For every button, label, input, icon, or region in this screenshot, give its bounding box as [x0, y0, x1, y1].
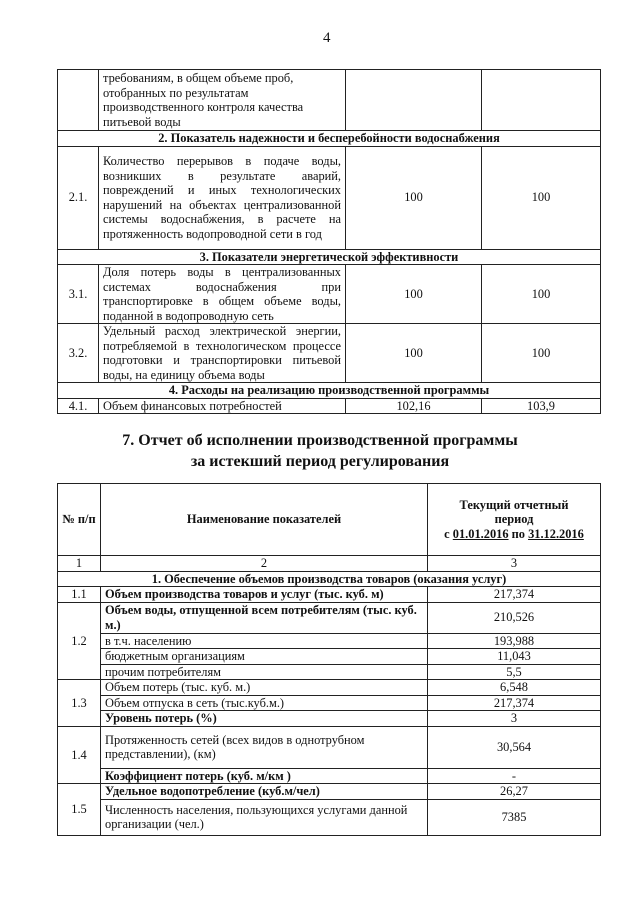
- section-header-row: [58, 131, 601, 147]
- table-row: [58, 602, 601, 633]
- header-row: [58, 484, 601, 556]
- section-3-title: 3. Показатели энергетической эффективности: [58, 249, 601, 265]
- section-7-subtitle: за истекший период регулирования: [190, 453, 450, 470]
- table-row: [58, 587, 601, 603]
- report-table: [57, 483, 601, 836]
- indicator-value: 7385: [428, 799, 601, 835]
- row-number: 1.4: [58, 726, 101, 784]
- col-header-period: [428, 484, 601, 556]
- indicator-value: 11,043: [428, 649, 601, 665]
- row-number: 1.2: [58, 602, 101, 680]
- period-range: с 01.01.2016 по 31.12.2016: [444, 526, 584, 541]
- table-row: [58, 768, 601, 784]
- section-4-title: 4. Расходы на реализацию производственной программы: [58, 383, 601, 399]
- period-line2: период: [494, 512, 534, 527]
- row-number: 3.2.: [58, 324, 99, 383]
- page-number: 4: [323, 30, 331, 46]
- indicator-name: Объем потерь (тыс. куб. м.): [101, 680, 428, 696]
- col-number: 1: [58, 556, 101, 572]
- indicator-name: прочим потребителям: [101, 664, 428, 680]
- indicator-value: 193,988: [428, 633, 601, 649]
- indicator-name: Объем воды, отпущенной всем потребителям (тыс. куб. м.): [101, 602, 428, 633]
- table-row: [58, 265, 601, 324]
- indicator-value: 100: [482, 265, 601, 324]
- table-row: [58, 664, 601, 680]
- continuation-text: требованиям, в общем объеме проб, отобранных по результатам производственного контроля качества питьевой воды: [99, 70, 346, 131]
- table-row: [58, 784, 601, 800]
- indicator-value: 100: [482, 146, 601, 249]
- table-row: [58, 799, 601, 835]
- period-from: 01.01.2016: [452, 526, 509, 541]
- indicator-name: Коэффициент потерь (куб. м/км ): [101, 768, 428, 784]
- indicator-value: 103,9: [482, 398, 601, 414]
- indicator-name: Протяженность сетей (всех видов в однотрубном представлении), (км): [101, 726, 428, 768]
- indicator-value: 5,5: [428, 664, 601, 680]
- indicator-name: Численность населения, пользующихся услугами данной организации (чел.): [101, 799, 428, 835]
- indicator-value: 100: [346, 265, 482, 324]
- indicator-name: Удельное водопотребление (куб.м/чел): [101, 784, 428, 800]
- table-row: [58, 70, 601, 131]
- row-number: 2.1.: [58, 146, 99, 249]
- row-number: 1.1: [58, 587, 101, 603]
- table-row: [58, 726, 601, 768]
- indicator-value: -: [428, 768, 601, 784]
- period-line1: Текущий отчетный: [459, 497, 569, 512]
- table-row: [58, 324, 601, 383]
- col-header-number: № п/п: [58, 484, 101, 556]
- col-number: 2: [101, 556, 428, 572]
- row-number: 3.1.: [58, 265, 99, 324]
- row-number: 1.3: [58, 680, 101, 727]
- col-number: 3: [428, 556, 601, 572]
- table-row: [58, 711, 601, 727]
- section-2-title: 2. Показатель надежности и бесперебойности водоснабжения: [58, 131, 601, 147]
- section-header-row: [58, 571, 601, 587]
- indicator-value: 100: [346, 146, 482, 249]
- section-header-row: [58, 383, 601, 399]
- indicator-name: Уровень потерь (%): [101, 711, 428, 727]
- indicator-value: 217,374: [428, 587, 601, 603]
- indicator-name: Доля потерь воды в централизованных системах водоснабжения при транспортировке в общем объеме воды, поданной в водопроводную сеть: [99, 265, 346, 324]
- section-1-title: 1. Обеспечение объемов производства товаров (оказания услуг): [58, 571, 601, 587]
- indicator-name: бюджетным организациям: [101, 649, 428, 665]
- indicator-value: 217,374: [428, 695, 601, 711]
- indicator-name: Удельный расход электрической энергии, потребляемой в технологическом процессе подготовки и транспортировки питьевой воды, на единицу объема воды: [99, 324, 346, 383]
- table-row: [58, 398, 601, 414]
- indicator-value: 30,564: [428, 726, 601, 768]
- indicators-table: [57, 69, 601, 414]
- indicator-value: 26,27: [428, 784, 601, 800]
- section-7-title: 7. Отчет об исполнении производственной программы: [122, 432, 518, 449]
- period-to: 31.12.2016: [528, 526, 584, 541]
- indicator-value: 3: [428, 711, 601, 727]
- indicator-value: 210,526: [428, 602, 601, 633]
- table-row: [58, 649, 601, 665]
- indicator-value: 6,548: [428, 680, 601, 696]
- table-row: [58, 146, 601, 249]
- table-row: [58, 680, 601, 696]
- indicator-name: Объем финансовых потребностей: [99, 398, 346, 414]
- indicator-value: 100: [482, 324, 601, 383]
- column-numbers-row: [58, 556, 601, 572]
- row-number: 4.1.: [58, 398, 99, 414]
- table-row: [58, 695, 601, 711]
- section-header-row: [58, 249, 601, 265]
- row-number: 1.5: [58, 784, 101, 836]
- indicator-name: Объем производства товаров и услуг (тыс. куб. м): [101, 587, 428, 603]
- indicator-value: 100: [346, 324, 482, 383]
- indicator-value: 102,16: [346, 398, 482, 414]
- indicator-name: в т.ч. населению: [101, 633, 428, 649]
- indicator-name: Объем отпуска в сеть (тыс.куб.м.): [101, 695, 428, 711]
- table-row: [58, 633, 601, 649]
- indicator-name: Количество перерывов в подаче воды, возникших в результате аварий, повреждений и иных технологических нарушений на объектах централизованной системы водоснабжения, в расчете на протяженность водопроводной сети в год: [99, 146, 346, 249]
- col-header-name: Наименование показателей: [101, 484, 428, 556]
